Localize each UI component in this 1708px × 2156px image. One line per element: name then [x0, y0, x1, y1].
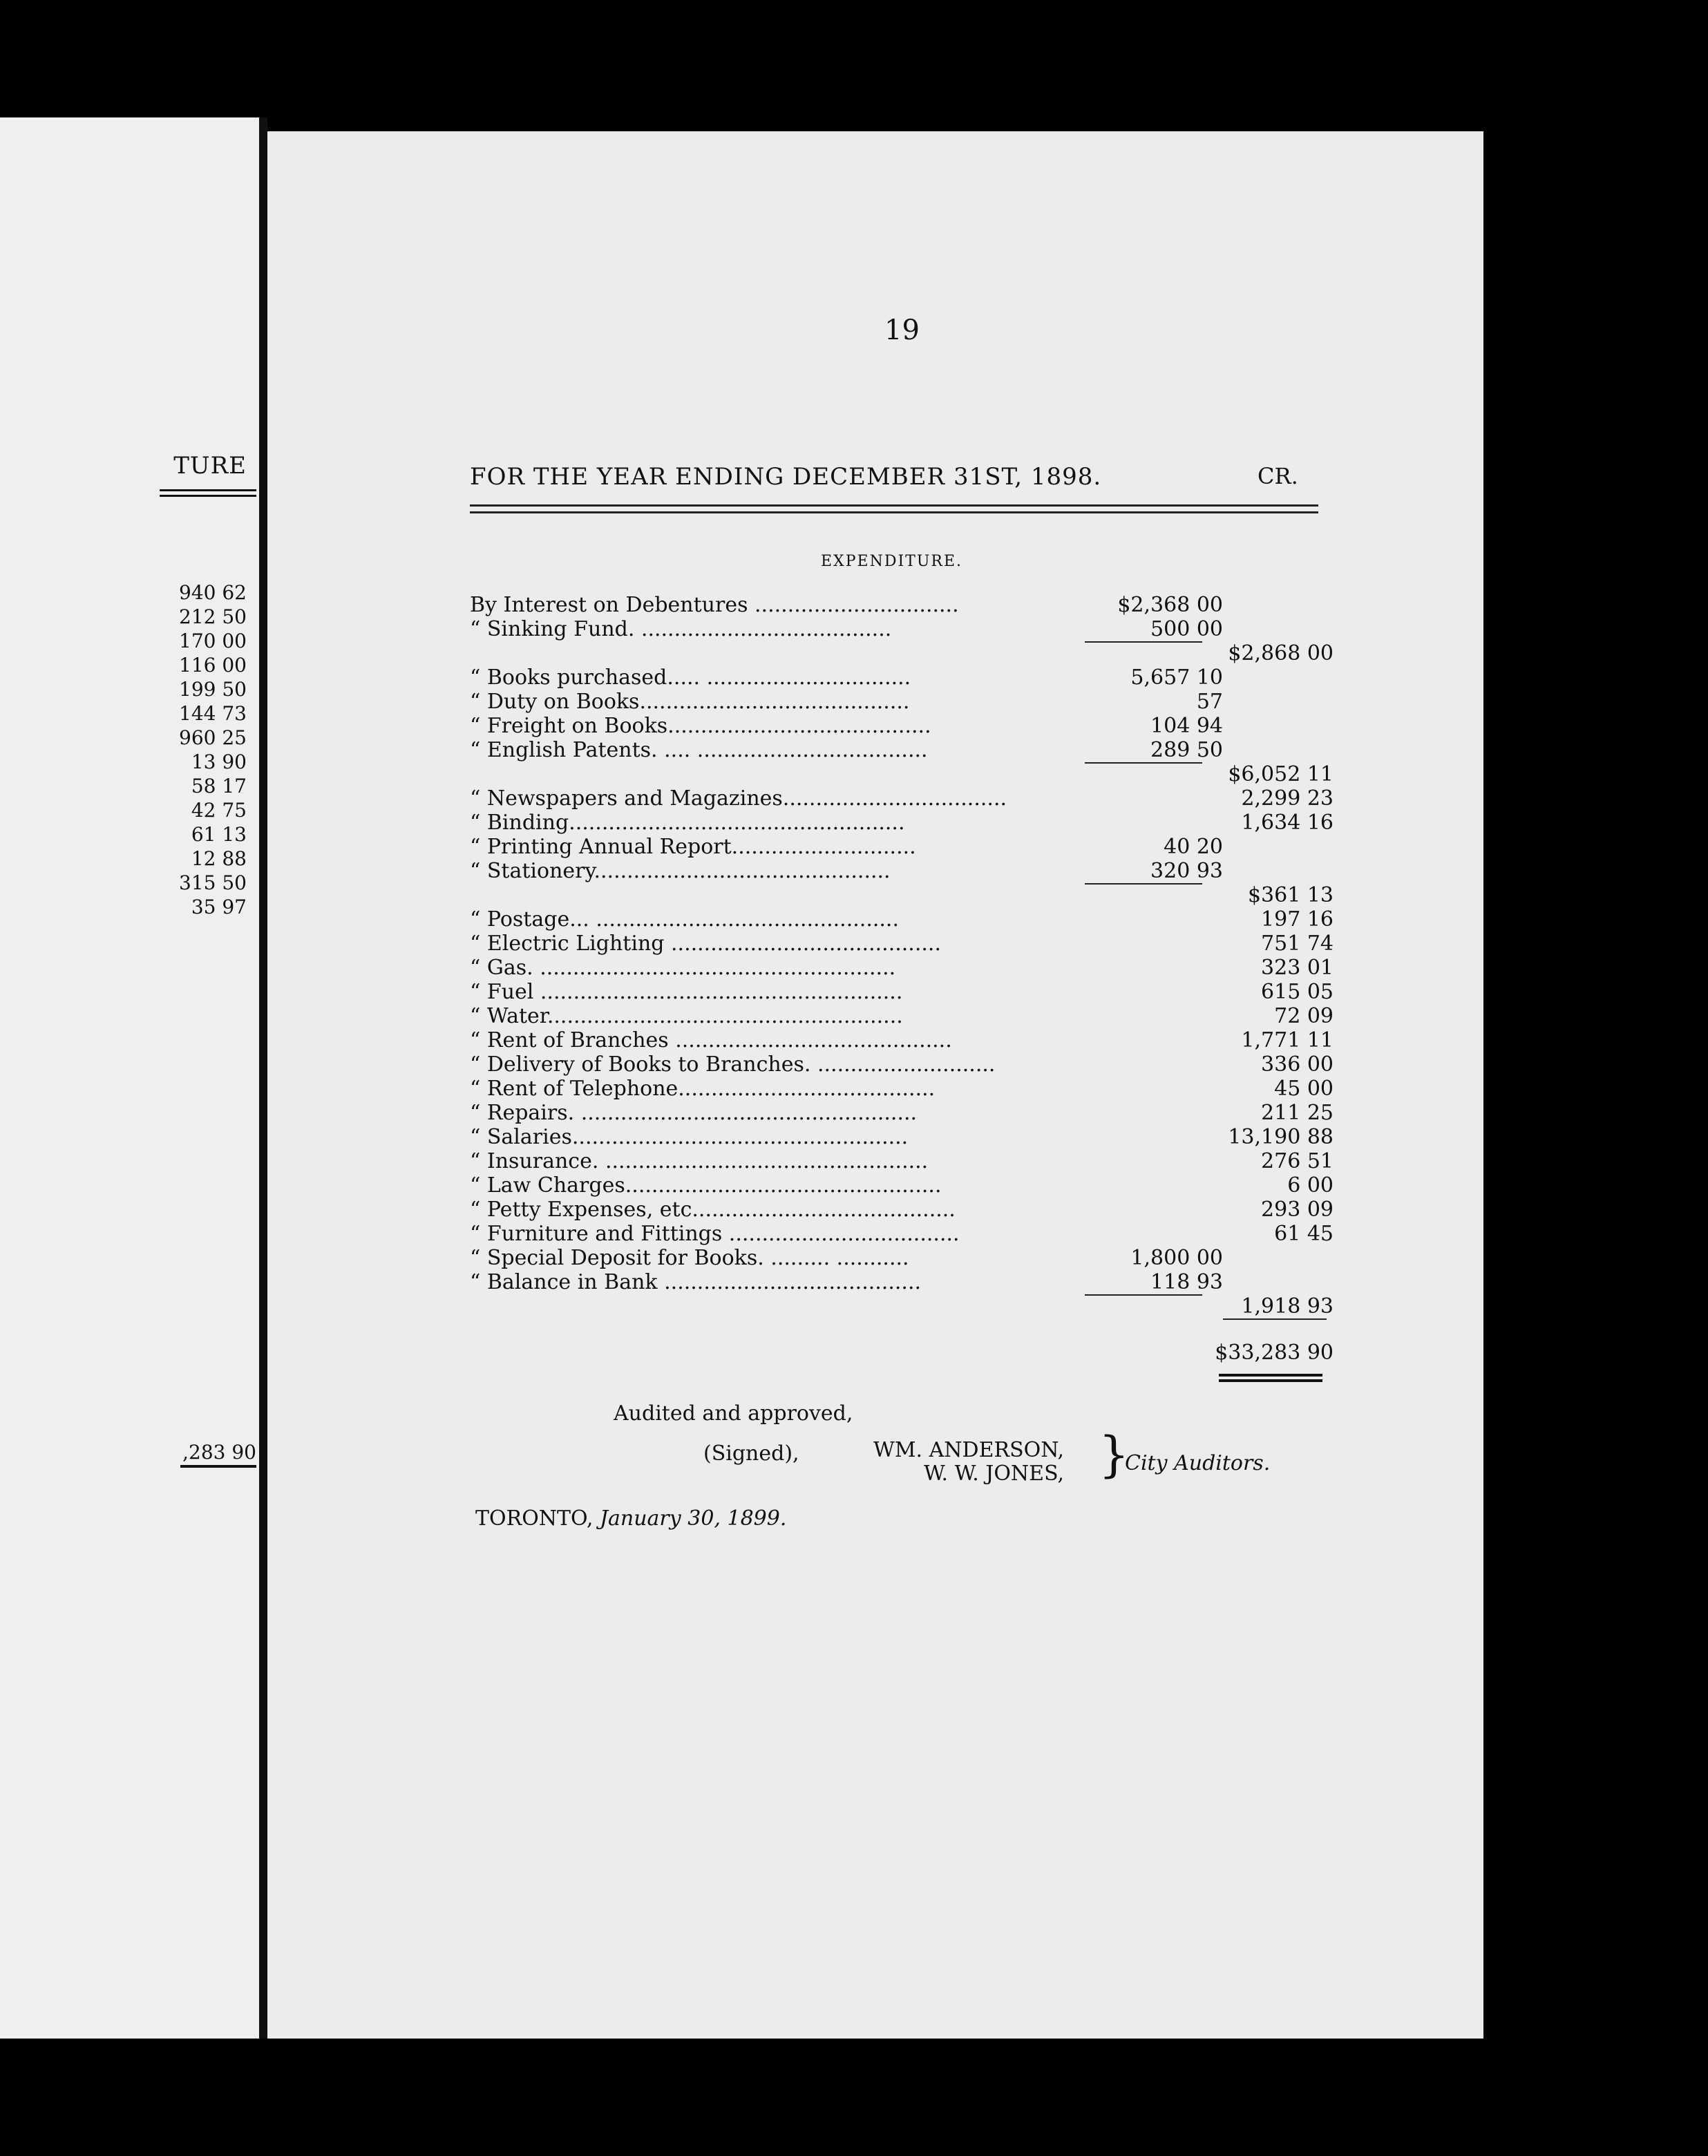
row-subtotal: 1,634 16	[1241, 811, 1334, 835]
expenditure-row	[470, 932, 1334, 956]
row-amount: 500 00	[1150, 617, 1223, 641]
left-value: 144 73	[179, 702, 247, 725]
row-amount: 118 93	[1150, 1270, 1223, 1294]
expenditure-row	[470, 907, 1334, 932]
row-label: “ Stationery.............................................	[470, 859, 891, 883]
section-title: EXPENDITURE.	[821, 553, 962, 570]
page-number: 19	[884, 314, 920, 346]
row-label: “ Insurance. .................................................	[470, 1149, 929, 1173]
left-value: 199 50	[179, 678, 247, 701]
expenditure-row	[470, 786, 1334, 811]
header-rule	[470, 504, 1318, 507]
row-label: “ Duty on Books.........................................	[470, 690, 910, 714]
left-value: 212 50	[179, 605, 247, 628]
row-label: “ Law Charges................................................	[470, 1173, 942, 1198]
row-label: “ Furniture and Fittings ...................................	[470, 1222, 960, 1246]
expenditure-row	[470, 1028, 1334, 1052]
row-label: “ Salaries...................................................	[470, 1125, 909, 1149]
row-subtotal: 336 00	[1261, 1052, 1334, 1077]
left-total-fragment: ,283 90	[182, 1441, 256, 1464]
expenditure-row	[470, 859, 1334, 883]
row-subtotal: 276 51	[1261, 1149, 1334, 1173]
expenditure-row	[470, 811, 1334, 835]
auditor-1: WM. ANDERSON,	[873, 1438, 1065, 1462]
row-label: By Interest on Debentures ...............................	[470, 593, 959, 617]
row-subtotal: 13,190 88	[1228, 1125, 1334, 1149]
row-label: “ Rent of Telephone.......................................	[470, 1077, 936, 1101]
row-subtotal: $361 13	[1247, 883, 1334, 907]
row-subtotal: 6 00	[1287, 1173, 1334, 1198]
row-label: “ Fuel .......................................................	[470, 980, 903, 1004]
row-label: “ Special Deposit for Books. ......... ...........	[470, 1246, 909, 1270]
auditor-2: W. W. JONES,	[923, 1462, 1065, 1486]
expenditure-row	[470, 1173, 1334, 1198]
row-subtotal: 615 05	[1261, 980, 1334, 1004]
left-value: 42 75	[191, 799, 247, 822]
expenditure-row	[470, 1222, 1334, 1246]
row-label: “ English Patents. .... ...................................	[470, 738, 928, 762]
row-subtotal: 61 45	[1274, 1222, 1334, 1246]
left-heading-fragment: TURE	[173, 452, 247, 480]
row-subtotal: 1,771 11	[1241, 1028, 1334, 1052]
left-value: 58 17	[191, 775, 247, 797]
expenditure-row	[470, 835, 1334, 859]
expenditure-row	[470, 980, 1334, 1004]
row-subtotal: 1,918 93	[1241, 1294, 1334, 1318]
expenditure-row	[470, 956, 1334, 980]
row-subtotal: 197 16	[1261, 907, 1334, 932]
left-value: 170 00	[179, 630, 247, 652]
date: January 30, 1899.	[599, 1506, 787, 1531]
expenditure-row	[470, 1077, 1334, 1101]
row-subtotal: $2,868 00	[1228, 641, 1334, 665]
place: TORONTO,	[475, 1506, 594, 1531]
row-label: “ Delivery of Books to Branches. ...........................	[470, 1052, 996, 1077]
expenditure-row	[470, 738, 1334, 762]
expenditure-row	[470, 617, 1334, 641]
auditor-names	[873, 1439, 1064, 1486]
row-amount: 5,657 10	[1130, 665, 1223, 690]
expenditure-row	[470, 1270, 1334, 1294]
left-value: 35 97	[191, 896, 247, 918]
expenditure-row	[470, 762, 1334, 786]
row-label: “ Rent of Branches ..........................................	[470, 1028, 952, 1052]
row-label: “ Books purchased..... ...............................	[470, 665, 911, 690]
brace-glyph: }	[1099, 1426, 1130, 1483]
row-label: “ Newspapers and Magazines..................................	[470, 786, 1007, 811]
expenditure-row	[470, 1101, 1334, 1125]
row-amount: 1,800 00	[1130, 1246, 1223, 1270]
expenditure-row	[470, 690, 1334, 714]
row-subtotal: 72 09	[1274, 1004, 1334, 1028]
left-value: 13 90	[191, 750, 247, 773]
audited-statement: Audited and approved,	[614, 1401, 853, 1426]
grand-total-row	[470, 1341, 1334, 1365]
left-value: 116 00	[179, 654, 247, 677]
row-amount: $2,368 00	[1117, 593, 1223, 617]
row-subtotal: $6,052 11	[1228, 762, 1334, 786]
row-subtotal: 45 00	[1274, 1077, 1334, 1101]
row-amount: 40 20	[1164, 835, 1223, 859]
expenditure-row	[470, 665, 1334, 690]
row-label: “ Printing Annual Report............................	[470, 835, 916, 859]
expenditure-row	[470, 1294, 1334, 1318]
expenditure-row	[470, 1125, 1334, 1149]
row-label: “ Sinking Fund. ......................................	[470, 617, 892, 641]
row-label: “ Binding...................................................	[470, 811, 905, 835]
row-subtotal: 2,299 23	[1241, 786, 1334, 811]
credit-label: CR.	[1258, 463, 1298, 489]
row-label: “ Freight on Books........................................	[470, 714, 931, 738]
expenditure-row	[470, 1149, 1334, 1173]
row-subtotal: 293 09	[1261, 1198, 1334, 1222]
row-amount: 104 94	[1150, 714, 1223, 738]
left-value: 315 50	[179, 871, 247, 894]
left-value: 61 13	[191, 823, 247, 846]
left-value: 12 88	[191, 847, 247, 870]
left-value: 960 25	[179, 726, 247, 749]
row-amount: 320 93	[1150, 859, 1223, 883]
grand-total-rule	[1219, 1374, 1322, 1377]
grand-total: $33,283 90	[1215, 1341, 1334, 1365]
expenditure-row	[470, 714, 1334, 738]
expenditure-row	[470, 1246, 1334, 1270]
row-label: “ Repairs. ...................................................	[470, 1101, 918, 1125]
page-header: FOR THE YEAR ENDING DECEMBER 31ST, 1898.	[470, 463, 1102, 491]
expenditure-row	[470, 1198, 1334, 1222]
row-label: “ Gas. ......................................................	[470, 956, 896, 980]
auditor-role: City Auditors.	[1125, 1451, 1271, 1475]
row-amount: 289 50	[1150, 738, 1223, 762]
total-rule	[1223, 1318, 1327, 1320]
header-rule-2	[470, 511, 1318, 513]
place-date	[475, 1506, 786, 1531]
expenditure-row	[470, 641, 1334, 665]
expenditure-row	[470, 593, 1334, 617]
left-value: 940 62	[179, 581, 247, 604]
row-label: “ Electric Lighting .........................................	[470, 932, 941, 956]
signed-label: (Signed),	[703, 1441, 799, 1466]
grand-total-rule-2	[1219, 1379, 1322, 1382]
row-label: “ Petty Expenses, etc........................................	[470, 1198, 956, 1222]
expenditure-row	[470, 883, 1334, 907]
row-label: “ Balance in Bank .......................................	[470, 1270, 922, 1294]
row-subtotal: 323 01	[1261, 956, 1334, 980]
expenditure-row	[470, 1004, 1334, 1028]
row-subtotal: 211 25	[1261, 1101, 1334, 1125]
row-label: “ Water......................................................	[470, 1004, 903, 1028]
row-amount: 57	[1196, 690, 1223, 714]
expenditure-row	[470, 1052, 1334, 1077]
row-subtotal: 751 74	[1261, 932, 1334, 956]
row-label: “ Postage... ..............................................	[470, 907, 900, 932]
